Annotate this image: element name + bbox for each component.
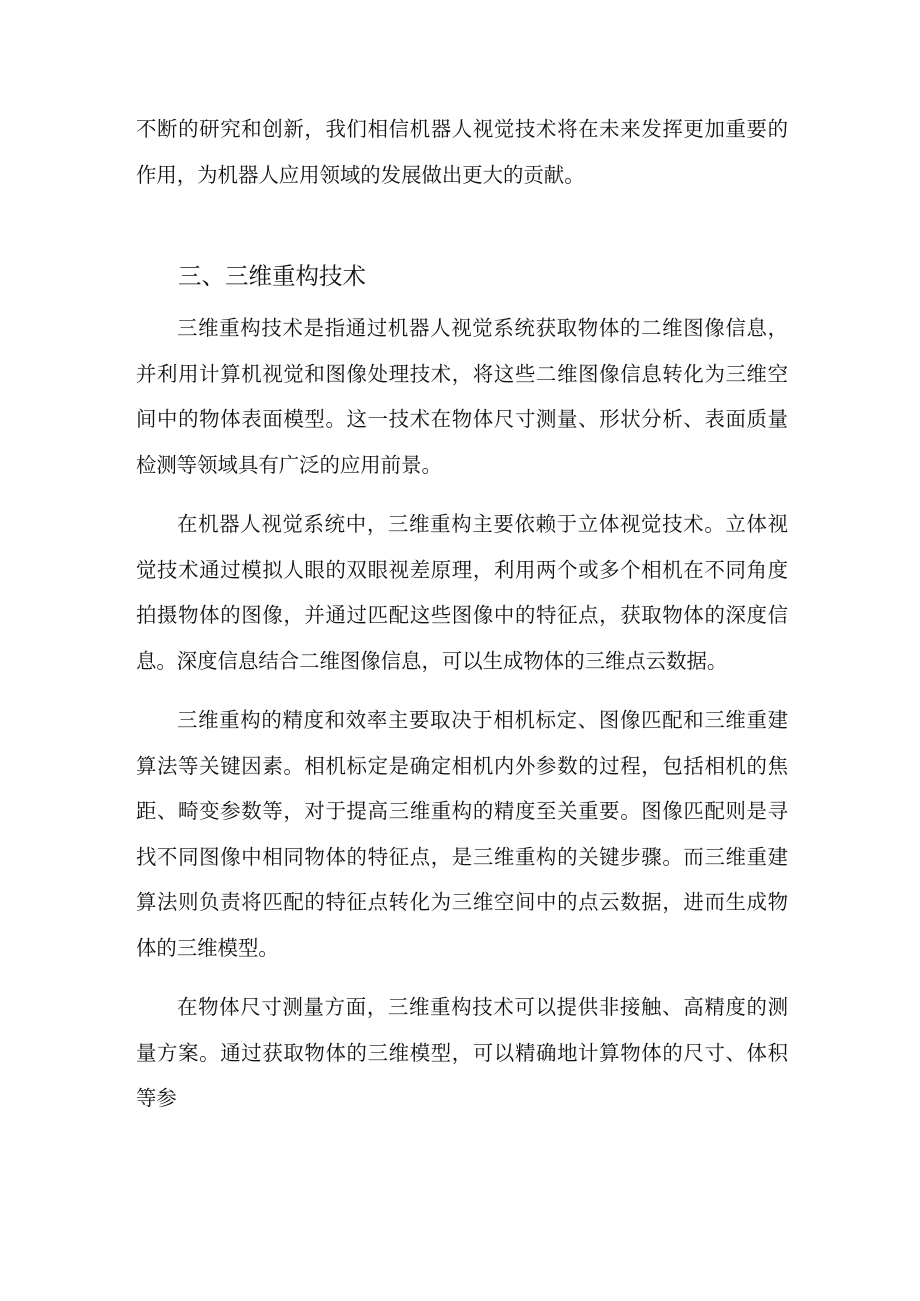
document-body [136,107,788,1122]
paragraph-continuation: 不断的研究和创新，我们相信机器人视觉技术将在未来发挥更加重要的作用，为机器人应用领域的发展做出更大的贡献。 [136,117,788,187]
section-heading: 三、三维重构技术 [178,262,366,290]
paragraph-2: 在机器人视觉系统中，三维重构主要依赖于立体视觉技术。立体视觉技术通过模拟人眼的双眼视差原理，利用两个或多个相机在不同角度拍摄物体的图像，并通过匹配这些图像中的特征点，获取物体的深度信息。深度信息结合二维图像信息，可以生成物体的三维点云数据。 [136,512,788,673]
paragraph-1: 三维重构技术是指通过机器人视觉系统获取物体的二维图像信息，并利用计算机视觉和图像处理技术，将这些二维图像信息转化为三维空间中的物体表面模型。这一技术在物体尺寸测量、形状分析、表面质量检测等领域具有广泛的应用前景。 [136,316,788,477]
paragraph-3: 三维重构的精度和效率主要取决于相机标定、图像匹配和三维重建算法等关键因素。相机标定是确定相机内外参数的过程，包括相机的焦距、畸变参数等，对于提高三维重构的精度至关重要。图像匹配则是寻找不同图像中相同物体的特征点，是三维重构的关键步骤。而三维重建算法则负责将匹配的特征点转化为三维空间中的点云数据，进而生成物体的三维模型。 [136,708,788,960]
paragraph-4: 在物体尺寸测量方面，三维重构技术可以提供非接触、高精度的测量方案。通过获取物体的三维模型，可以精确地计算物体的尺寸、体积等参 [136,995,788,1110]
